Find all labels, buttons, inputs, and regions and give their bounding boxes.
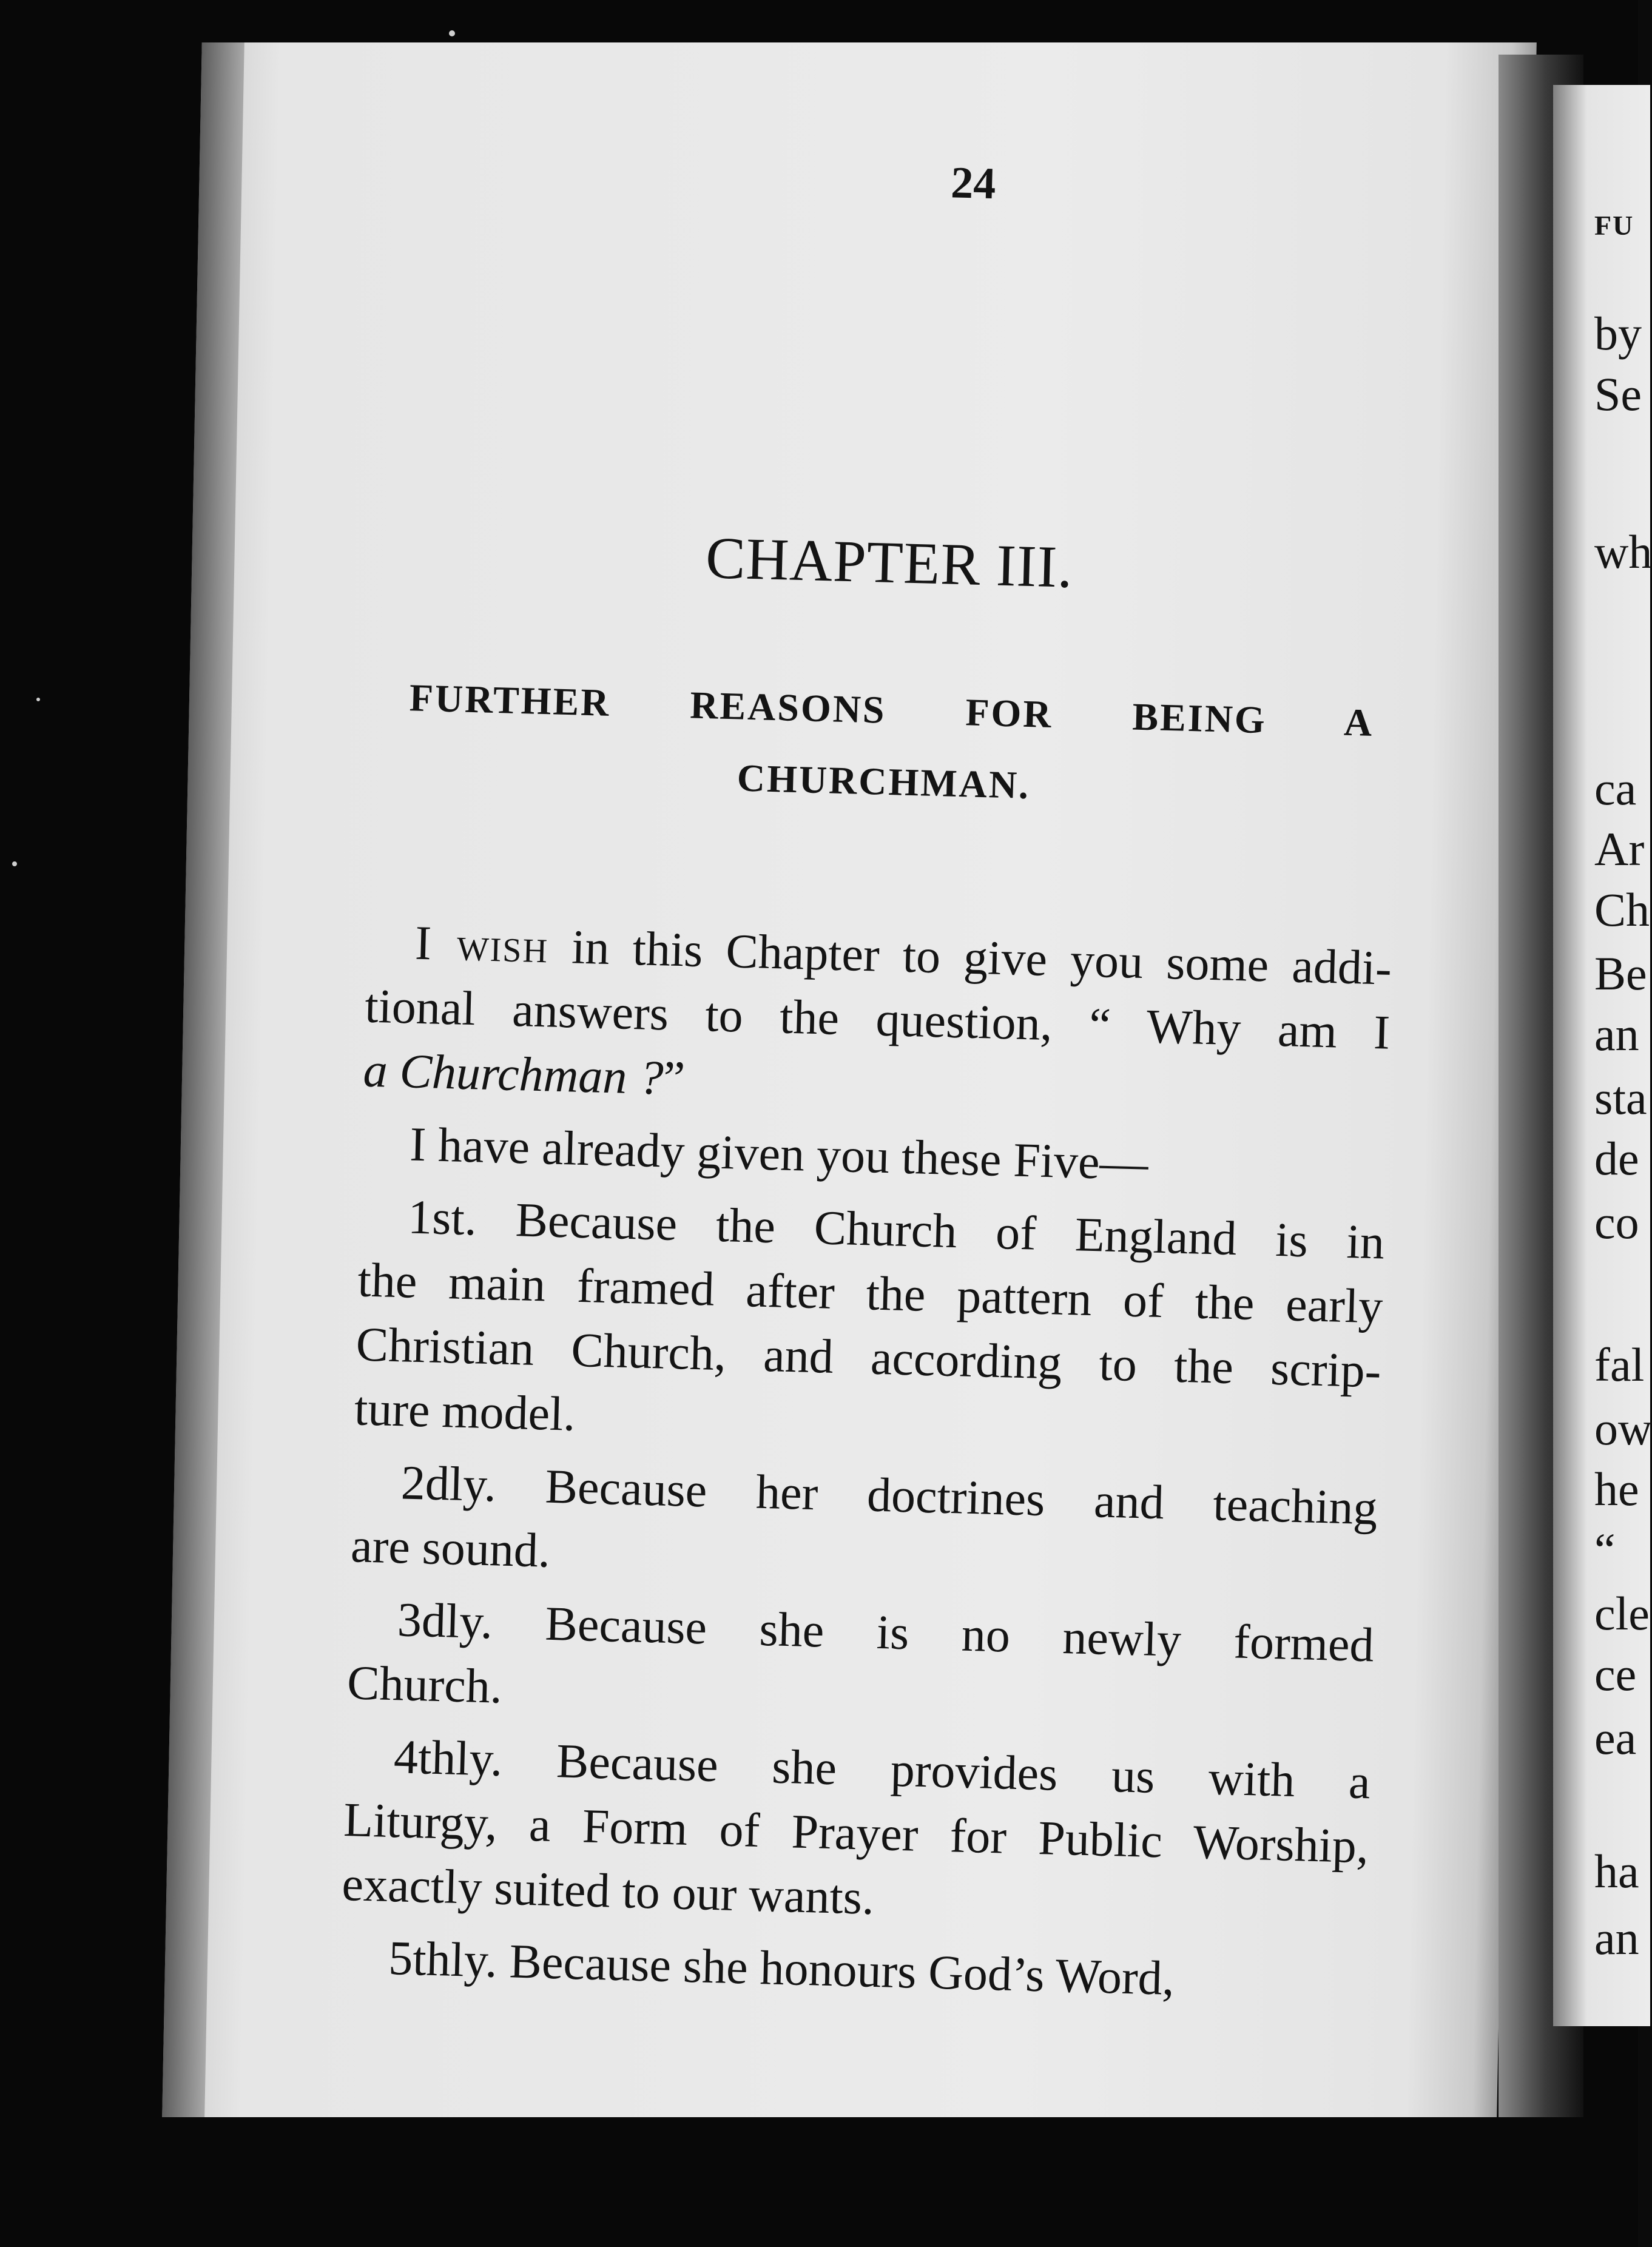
text-line: exactly suited to our wants. bbox=[341, 1858, 875, 1925]
page-number: 24 bbox=[950, 158, 997, 209]
right-page-fragment: ca bbox=[1594, 762, 1637, 815]
right-page-fragment: by bbox=[1594, 307, 1642, 360]
right-page-fragment: ow bbox=[1594, 1402, 1652, 1455]
text-line: tional answers to the question, “ Why am I bbox=[364, 979, 1391, 1060]
right-page-fragment: ce bbox=[1594, 1648, 1637, 1700]
right-page-fragment: sta bbox=[1594, 1071, 1647, 1124]
paragraph bbox=[362, 910, 1392, 1130]
text-line: 3dly. Because she is no newly formed bbox=[396, 1593, 1375, 1673]
text-line: Christian Church, and according to the scrip- bbox=[355, 1318, 1382, 1398]
right-page-fragment: FU bbox=[1594, 210, 1634, 241]
chapter-subtitle bbox=[370, 661, 1399, 831]
right-page-fragment: cle bbox=[1594, 1587, 1650, 1640]
right-page-fragment: fal bbox=[1594, 1338, 1645, 1391]
right-page-fragment: he bbox=[1594, 1463, 1639, 1515]
dust-speck bbox=[449, 30, 455, 36]
paragraph bbox=[346, 1586, 1375, 1742]
text-line: 2dly. Because her doctrines and teaching bbox=[400, 1456, 1378, 1535]
dust-speck bbox=[12, 861, 17, 866]
small-caps-lead: I wish bbox=[414, 916, 550, 974]
right-page-fragment: wh bbox=[1594, 525, 1652, 578]
subtitle-line: FURTHER REASONS FOR BEING A bbox=[408, 676, 1375, 744]
line-text: in this Chapter to give you some addi- bbox=[548, 920, 1392, 995]
right-page-fragment: an bbox=[1594, 1912, 1639, 1964]
text-line: 1st. Because the Church of England is in bbox=[407, 1190, 1386, 1270]
right-page-fragment: an bbox=[1594, 1008, 1639, 1060]
text-line: Liturgy, a Form of Prayer for Public Worship, bbox=[343, 1793, 1369, 1874]
paragraph bbox=[341, 1723, 1371, 1943]
italic-text: a Churchman ? bbox=[362, 1043, 664, 1105]
line-text: ” bbox=[662, 1051, 686, 1106]
chapter-heading: CHAPTER III. bbox=[704, 525, 1074, 601]
right-page-fragment: ea bbox=[1594, 1711, 1637, 1764]
paragraph bbox=[354, 1184, 1386, 1467]
text-line: 5thly. Because she honours God’s Word, bbox=[388, 1932, 1175, 2006]
paragraph bbox=[350, 1449, 1378, 1605]
right-page-fragment: co bbox=[1594, 1196, 1639, 1248]
text-line: ture model. bbox=[354, 1382, 576, 1441]
right-page-fragment: Ar bbox=[1594, 823, 1645, 875]
text-line: the main framed after the pattern of the early bbox=[357, 1253, 1384, 1334]
right-page-fragment: Be bbox=[1594, 947, 1647, 1000]
right-page-fragment: de bbox=[1594, 1132, 1639, 1185]
body-text bbox=[339, 910, 1392, 2025]
right-page-fragment: “ bbox=[1594, 1523, 1616, 1576]
right-page-fragment: Se bbox=[1594, 368, 1642, 420]
text-line: 4thly. Because she provides us with a bbox=[393, 1730, 1371, 1810]
right-page-fragment: ha bbox=[1594, 1845, 1639, 1898]
right-page-fragment: Ch bbox=[1594, 883, 1650, 936]
subtitle-line: CHURCHMAN. bbox=[737, 756, 1031, 807]
text-line: are sound. bbox=[350, 1519, 551, 1578]
dust-speck bbox=[36, 698, 40, 701]
text-line: Church. bbox=[346, 1656, 503, 1714]
text-line: I have already given you these Five— bbox=[409, 1117, 1149, 1191]
